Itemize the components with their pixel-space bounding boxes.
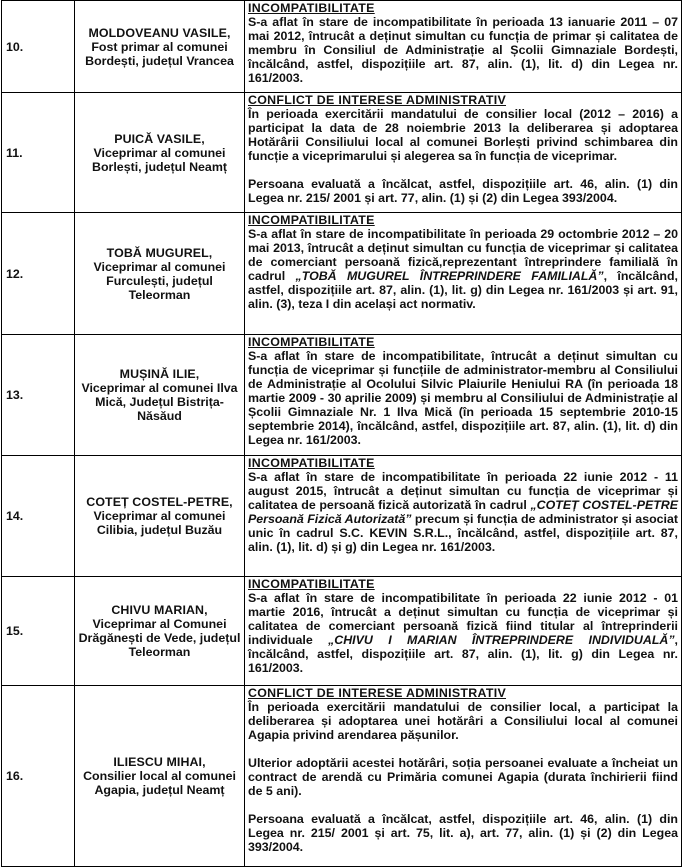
person-cell: [75, 686, 245, 867]
person-cell: [75, 335, 245, 456]
table-row: [2, 1, 682, 93]
case-text-violation: Persoana evaluată a încălcat, astfel, dispozițiile art. 46, alin. (1) din Legea nr. 215/ 2001 și art. 75, lit. a), art. 77, alin. (1) și (2) din Legea 393/2004.: [248, 812, 678, 854]
person-name: PUICĂ VASILE,: [114, 131, 205, 146]
case-type: CONFLICT DE INTERESE ADMINISTRATIV: [248, 93, 507, 107]
entity-name: „TOBĂ MUGUREL ÎNTREPRINDERE FAMILIALĂ”: [295, 269, 604, 283]
case-text-part: , încălcând, astfel, dispozițiile art. 87, alin. (1), lit. g) din Legea nr. 161/2003.: [248, 633, 678, 675]
case-text: În perioada exercitării mandatului de consilier local (2012 – 2016) a participat la data de 28 noiembrie 2013 la deliberarea și adoptarea Hotărârii Consiliului local al comunei Borlești privind schimbarea din funcție a viceprimarului și alegerea sa în funcția de viceprimar.: [248, 107, 678, 163]
row-number: 15.: [2, 577, 75, 686]
person-cell: [75, 456, 245, 577]
case-text: [248, 470, 678, 554]
person-role: Consilier local al comunei Agapia, județul Neamț: [83, 769, 236, 797]
case-text: S-a aflat în stare de incompatibilitate în perioada 13 ianuarie 2011 – 07 mai 2012, întrucât a deținut simultan cu funcția de primar și calitatea de membru în Consiliul de Administrație al Școlii Gimnaziale Bordești, încălcând, astfel, dispozițiile art. 87, alin. (1), lit. d) din Legea nr. 161/2003.: [248, 15, 678, 85]
case-description: [245, 213, 682, 335]
case-type: INCOMPATIBILITATE: [248, 577, 375, 591]
person-name: MUȘINĂ ILIE,: [119, 367, 200, 381]
case-type: INCOMPATIBILITATE: [248, 213, 375, 227]
case-text-part: , încălcând, astfel, dispozițiile art. 87, alin. (1), lit. g) din Legea nr. 161/2003 și art. 91, alin. (3), teza I din același act normativ.: [248, 269, 678, 311]
table-row: [2, 686, 682, 867]
case-description: [245, 1, 682, 93]
case-text-part: S-a aflat în stare de incompatibilitate în perioada 22 iunie 2012 - 01 martie 2016, întrucât a deținut simultan cu funcția de viceprimar și calitatea de comerciant persoană fizică fiind titular al întreprinderii individuale: [248, 591, 678, 647]
row-number: 13.: [2, 335, 75, 456]
table-row: [2, 335, 682, 456]
person-name: CHIVU MARIAN,: [111, 603, 208, 617]
person-cell: [75, 577, 245, 686]
table-row: [2, 456, 682, 577]
cases-table: [1, 0, 682, 867]
entity-name: „CHIVU I MARIAN ÎNTREPRINDERE INDIVIDUALĂ”: [328, 633, 675, 647]
case-description: [245, 93, 682, 213]
case-type: INCOMPATIBILITATE: [248, 456, 375, 470]
person-name: MOLDOVEANU VASILE,: [88, 25, 231, 40]
person-cell: [75, 93, 245, 213]
case-text: S-a aflat în stare de incompatibilitate, întrucât a deținut simultan cu funcția de viceprimar și funcțiile de administrator-membru al Consiliului de Administrație al Ocolului Silvic Plaiurile Heniului RA (în perioada 18 martie 2009 - 30 aprilie 2009) și membru al Consiliului de Administrație al Școlii Gimnaziale Nr. 1 Ilva Mică (în perioada 15 septembrie 2010-15 septembrie 2014), încălcând, astfel, dispozițiile art. 87, alin. (1), lit. d) din Legea nr. 161/2003.: [248, 349, 678, 447]
case-text: [248, 227, 678, 311]
case-type: INCOMPATIBILITATE: [248, 1, 375, 15]
case-text: [248, 591, 678, 675]
row-number: 11.: [2, 93, 75, 213]
row-number: 16.: [2, 686, 75, 867]
case-text-part: S-a aflat în stare de incompatibilitate în perioada 22 iunie 2012 - 11 august 2015, întrucât a deținut simultan cu funcția de viceprimar și calitatea de persoană fizică autorizată în cadrul: [248, 470, 678, 512]
person-cell: [75, 213, 245, 335]
table-row: [2, 93, 682, 213]
case-text-followup: Ulterior adoptării acestei hotărâri, soția persoanei evaluate a încheiat un contract de arendă cu Primăria comunei Agapia (durata închirierii fiind de 5 ani).: [248, 756, 678, 798]
entity-name: „COTEȚ COSTEL-PETRE Persoană Fizică Autorizată”: [248, 498, 678, 526]
person-role: Viceprimar al comunei Ilva Mică, Județul Bistrița-Năsăud: [81, 381, 238, 423]
case-description: [245, 456, 682, 577]
case-text: În perioada exercitării mandatului de consilier local, a participat la deliberarea și adoptarea unei hotărâri a Consiliului local al comunei Agapia privind arendarea pășunilor.: [248, 700, 678, 742]
person-role: Viceprimar al Comunei Drăgănești de Vede, județul Teleorman: [78, 617, 241, 659]
case-type: INCOMPATIBILITATE: [248, 335, 375, 349]
person-role: Viceprimar al comunei Furculești, județul Teleorman: [93, 259, 226, 302]
row-number: 10.: [2, 1, 75, 93]
case-text-part: S-a aflat în stare de incompatibilitate în perioada 29 octombrie 2012 – 20 mai 2013, întrucât a deținut simultan cu funcția de viceprimar și calitatea de comerciant persoană fizică,reprezentant întreprindere familială în cadrul: [248, 227, 678, 283]
person-name: COTEȚ COSTEL-PETRE,: [86, 495, 233, 509]
case-description: [245, 335, 682, 456]
case-text-violation: Persoana evaluată a încălcat, astfel, dispozițiile art. 46, alin. (1) din Legea nr. 215/ 2001 și art. 77, alin. (1) și (2) din Legea 393/2004.: [248, 177, 678, 205]
person-role: Fost primar al comunei Bordești, județul Vrancea: [85, 39, 234, 68]
person-role: Viceprimar al comunei Borlești, județul Neamț: [92, 145, 227, 174]
person-role: Viceprimar al comunei Cilibia, județul Buzău: [93, 509, 226, 537]
case-text-part: precum și funcția de administrator și asociat unic în cadrul S.C. KEVIN S.R.L., încălcând, astfel, dispozițiile art. 87, alin. (1), lit. d) și g) din Legea nr. 161/2003.: [248, 512, 679, 554]
row-number: 14.: [2, 456, 75, 577]
case-description: [245, 686, 682, 867]
table-row: [2, 577, 682, 686]
case-type: CONFLICT DE INTERESE ADMINISTRATIV: [248, 686, 507, 700]
case-description: [245, 577, 682, 686]
person-cell: [75, 1, 245, 93]
person-name: ILIESCU MIHAI,: [113, 755, 206, 769]
person-name: TOBĂ MUGUREL,: [106, 245, 213, 260]
row-number: 12.: [2, 213, 75, 335]
table-row: [2, 213, 682, 335]
